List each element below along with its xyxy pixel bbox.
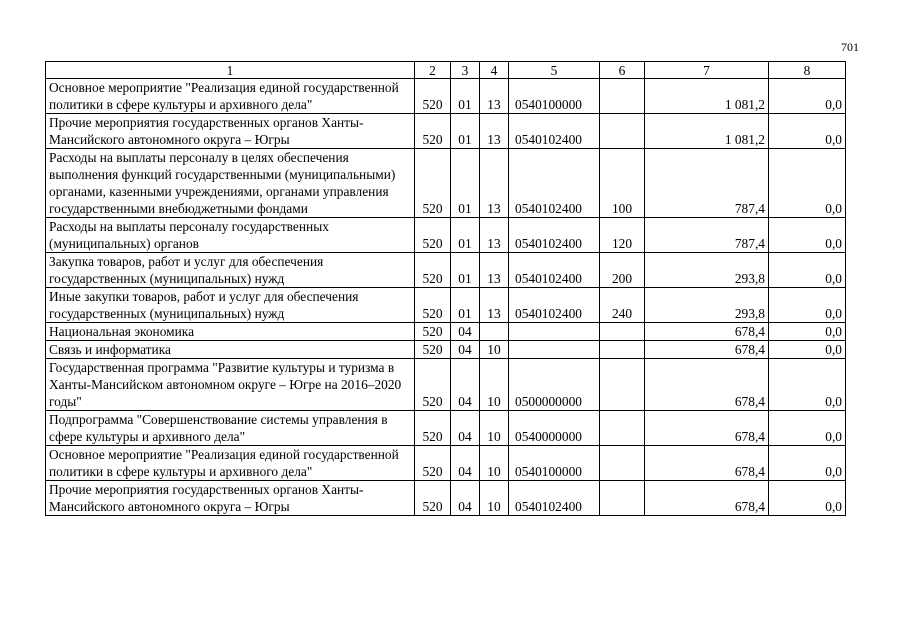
row-amount: 293,8 [645,253,769,288]
row-expense-type: 240 [600,288,645,323]
row-subsection-code: 10 [480,481,509,516]
row-expense-type [600,481,645,516]
column-header: 1 [46,62,415,79]
table-row [46,446,846,481]
row-amount: 678,4 [645,341,769,359]
row-amount-subvention: 0,0 [769,341,846,359]
row-ministry-code: 520 [415,359,451,411]
row-amount-subvention: 0,0 [769,218,846,253]
row-target-code [509,341,600,359]
page-number: 701 [841,40,859,54]
row-subsection-code: 10 [480,341,509,359]
row-expense-type [600,446,645,481]
table-row [46,359,846,411]
row-ministry-code: 520 [415,481,451,516]
row-section-code: 01 [451,218,480,253]
row-name: Связь и информатика [46,341,415,359]
row-amount-subvention: 0,0 [769,79,846,114]
row-amount-subvention: 0,0 [769,149,846,218]
row-section-code: 04 [451,341,480,359]
budget-table [45,61,846,516]
table-row [46,149,846,218]
row-target-code: 0540102400 [509,218,600,253]
row-section-code: 01 [451,114,480,149]
row-target-code: 0540000000 [509,411,600,446]
table-row [46,411,846,446]
row-section-code: 04 [451,446,480,481]
column-header: 4 [480,62,509,79]
table-row [46,79,846,114]
row-section-code: 04 [451,359,480,411]
column-header: 7 [645,62,769,79]
row-amount: 787,4 [645,149,769,218]
row-target-code: 0540102400 [509,253,600,288]
column-header: 8 [769,62,846,79]
column-number-row [46,62,846,79]
row-amount-subvention: 0,0 [769,323,846,341]
row-amount-subvention: 0,0 [769,359,846,411]
row-amount: 1 081,2 [645,79,769,114]
row-name: Закупка товаров, работ и услуг для обеспечения государственных (муниципальных) нужд [46,253,415,288]
row-name: Расходы на выплаты персоналу в целях обеспечения выполнения функций государственными (муниципальными) органами, казенными учреждениями, органами управления государственными внебюджетными фондами [46,149,415,218]
row-section-code: 04 [451,323,480,341]
row-section-code: 01 [451,149,480,218]
row-section-code: 01 [451,79,480,114]
table-row [46,218,846,253]
row-target-code: 0540100000 [509,79,600,114]
row-target-code: 0500000000 [509,359,600,411]
row-target-code [509,323,600,341]
row-expense-type [600,323,645,341]
table-row [46,481,846,516]
row-expense-type [600,341,645,359]
column-header: 6 [600,62,645,79]
row-amount-subvention: 0,0 [769,288,846,323]
row-ministry-code: 520 [415,446,451,481]
table-row [46,323,846,341]
row-subsection-code [480,323,509,341]
row-expense-type [600,79,645,114]
row-target-code: 0540102400 [509,114,600,149]
row-subsection-code: 13 [480,79,509,114]
row-subsection-code: 10 [480,411,509,446]
row-name: Основное мероприятие "Реализация единой государственной политики в сфере культуры и архивного дела" [46,79,415,114]
row-target-code: 0540102400 [509,288,600,323]
row-amount-subvention: 0,0 [769,481,846,516]
row-subsection-code: 13 [480,288,509,323]
row-section-code: 01 [451,253,480,288]
row-target-code: 0540100000 [509,446,600,481]
row-subsection-code: 13 [480,253,509,288]
row-name: Национальная экономика [46,323,415,341]
row-amount: 678,4 [645,411,769,446]
row-ministry-code: 520 [415,149,451,218]
table-row [46,253,846,288]
row-amount: 787,4 [645,218,769,253]
row-ministry-code: 520 [415,411,451,446]
table-body [46,62,846,516]
row-amount: 678,4 [645,323,769,341]
row-expense-type: 200 [600,253,645,288]
row-expense-type: 120 [600,218,645,253]
row-expense-type [600,359,645,411]
row-amount: 678,4 [645,359,769,411]
row-ministry-code: 520 [415,218,451,253]
column-header: 3 [451,62,480,79]
row-expense-type [600,114,645,149]
column-header: 5 [509,62,600,79]
row-amount: 678,4 [645,446,769,481]
row-ministry-code: 520 [415,114,451,149]
row-amount: 1 081,2 [645,114,769,149]
row-section-code: 01 [451,288,480,323]
row-name: Расходы на выплаты персоналу государственных (муниципальных) органов [46,218,415,253]
row-name: Государственная программа "Развитие культуры и туризма в Ханты-Мансийском автономном округе – Югре на 2016–2020 годы" [46,359,415,411]
table-row [46,341,846,359]
row-section-code: 04 [451,481,480,516]
row-ministry-code: 520 [415,341,451,359]
table-row [46,288,846,323]
row-subsection-code: 13 [480,218,509,253]
row-expense-type [600,411,645,446]
row-ministry-code: 520 [415,253,451,288]
row-section-code: 04 [451,411,480,446]
row-name: Прочие мероприятия государственных органов Ханты-Мансийского автономного округа – Югры [46,114,415,149]
row-name: Подпрограмма "Совершенствование системы управления в сфере культуры и архивного дела" [46,411,415,446]
row-subsection-code: 13 [480,114,509,149]
column-header: 2 [415,62,451,79]
row-expense-type: 100 [600,149,645,218]
row-ministry-code: 520 [415,79,451,114]
row-subsection-code: 13 [480,149,509,218]
row-ministry-code: 520 [415,288,451,323]
row-amount: 293,8 [645,288,769,323]
table-row [46,114,846,149]
row-target-code: 0540102400 [509,481,600,516]
row-name: Прочие мероприятия государственных органов Ханты-Мансийского автономного округа – Югры [46,481,415,516]
row-amount: 678,4 [645,481,769,516]
row-subsection-code: 10 [480,446,509,481]
row-ministry-code: 520 [415,323,451,341]
row-amount-subvention: 0,0 [769,411,846,446]
row-amount-subvention: 0,0 [769,446,846,481]
row-name: Основное мероприятие "Реализация единой государственной политики в сфере культуры и архивного дела" [46,446,415,481]
row-name: Иные закупки товаров, работ и услуг для обеспечения государственных (муниципальных) нужд [46,288,415,323]
row-target-code: 0540102400 [509,149,600,218]
row-amount-subvention: 0,0 [769,253,846,288]
row-amount-subvention: 0,0 [769,114,846,149]
row-subsection-code: 10 [480,359,509,411]
